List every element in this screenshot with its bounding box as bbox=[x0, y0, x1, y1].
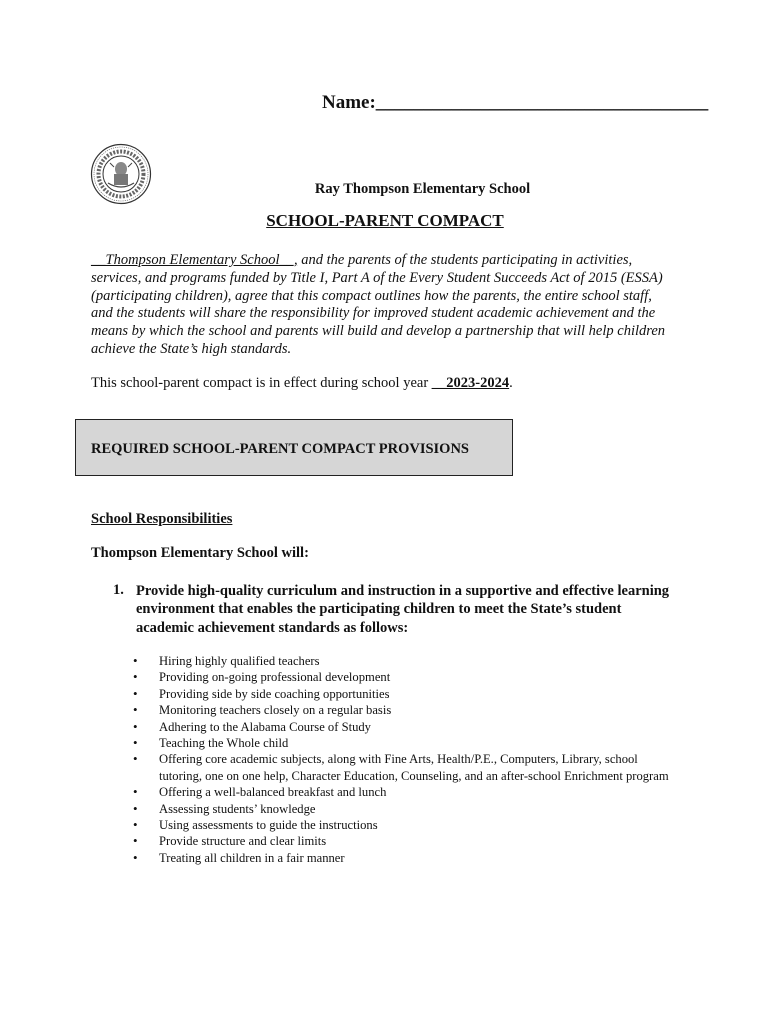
effective-prefix: This school-parent compact is in effect during school year bbox=[91, 375, 432, 391]
list-item: • Treating all children in a fair manner bbox=[131, 850, 671, 866]
page-title: SCHOOL-PARENT COMPACT bbox=[266, 211, 504, 230]
school-name: Ray Thompson Elementary School bbox=[314, 181, 531, 197]
list-item: • Providing side by side coaching opportunities bbox=[131, 686, 671, 702]
provisions-heading-box bbox=[75, 419, 513, 476]
list-item: • Provide structure and clear limits bbox=[131, 833, 671, 849]
school-year: __2023-2024 bbox=[431, 375, 510, 391]
list-item: • Using assessments to guide the instructions bbox=[131, 817, 671, 833]
effective-suffix: . bbox=[509, 375, 513, 391]
school-responsibilities-heading: School Responsibilities bbox=[91, 511, 233, 527]
list-item: • Providing on-going professional development bbox=[131, 669, 671, 685]
school-name-blank: __Thompson Elementary School__, bbox=[91, 252, 298, 268]
item-number: 1. bbox=[113, 582, 124, 598]
name-field-label: Name:___________________________________ bbox=[322, 92, 709, 113]
list-item: • Offering a well-balanced breakfast and lunch bbox=[131, 784, 671, 800]
list-item: • Offering core academic subjects, along with Fine Arts, Health/P.E., Computers, Library, school tutoring, one on one help, Character Education, Counseling, and an after-school Enrichment program bbox=[131, 751, 671, 784]
list-item: • Adhering to the Alabama Course of Study bbox=[131, 719, 671, 735]
intro-paragraph bbox=[91, 252, 671, 359]
provisions-heading: REQUIRED SCHOOL-PARENT COMPACT PROVISIONS bbox=[91, 441, 469, 457]
list-item: • Monitoring teachers closely on a regular basis bbox=[131, 702, 671, 718]
school-will-line: Thompson Elementary School will: bbox=[91, 545, 309, 561]
list-item: • Assessing students’ knowledge bbox=[131, 801, 671, 817]
item-text: Provide high-quality curriculum and instruction in a supportive and effective learning environment that enables the participating children to meet the State’s student academic achievement standards as follows: bbox=[136, 583, 670, 636]
responsibility-bullet-list bbox=[131, 653, 671, 866]
intro-text: and the parents of the students participating in activities, services, and programs funded by Title I, Part A of the Every Student Succeeds Act of 2015 (ESSA) (participating children), agree that this compact outlines how the parents, the entire school staff, and the students will share the responsibility for improved student academic achievement and the means by which the school and parents will build and develop a partnership that will help children achieve the State’s high standards. bbox=[91, 252, 666, 357]
effective-year-line bbox=[91, 375, 513, 392]
list-item: • Hiring highly qualified teachers bbox=[131, 653, 671, 669]
list-item: • Teaching the Whole child bbox=[131, 735, 671, 751]
